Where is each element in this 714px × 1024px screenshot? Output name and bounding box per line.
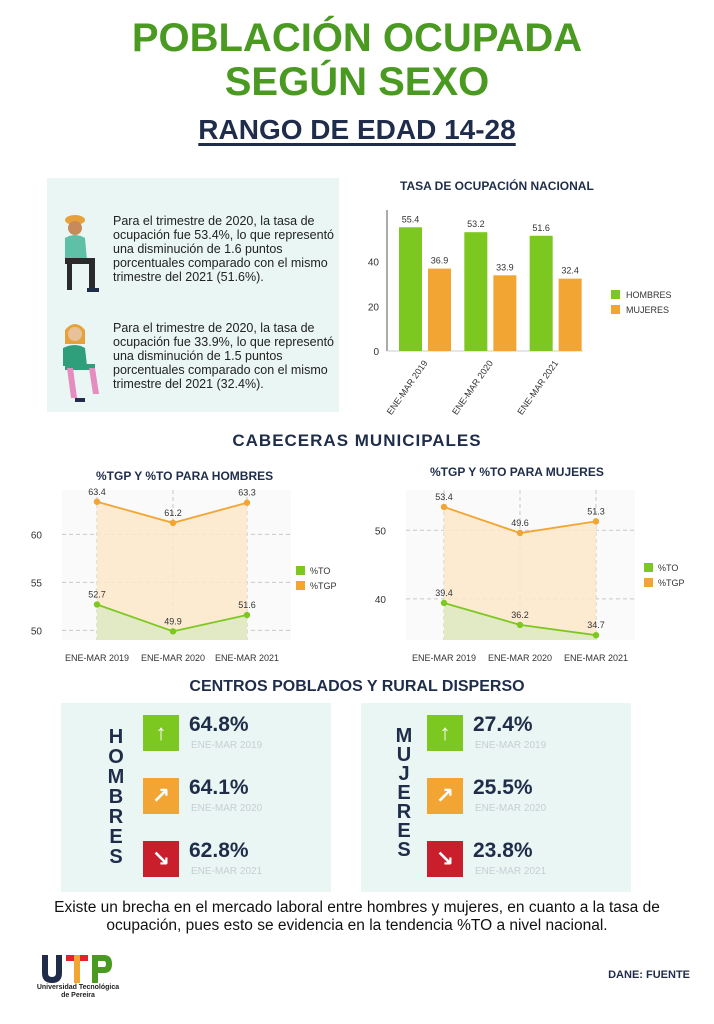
stat-period: ENE-MAR 2020 [475,803,547,814]
data-point [441,504,447,510]
vertical-letter: B [108,786,124,808]
legend-swatch [296,581,305,590]
x-tick-label: ENE-MAR 2021 [515,358,561,417]
stat-value: 64.1% [189,776,249,799]
info-box [47,178,339,412]
arrow-down-right-icon: ↘ [143,841,179,877]
legend-label: %TO [310,566,331,576]
x-tick-label: ENE-MAR 2019 [64,653,130,663]
x-tick-label: ENE-MAR 2019 [411,653,477,663]
stat-row [143,776,323,824]
bar [493,275,516,351]
section-title-cabeceras: CABECERAS MUNICIPALES [232,431,482,450]
arrow-up-right-icon: ↗ [143,778,179,814]
data-label: 49.9 [164,616,182,627]
y-tick-label: 50 [30,626,42,638]
legend-swatch [644,578,653,587]
source-text: DANE: FUENTE [608,969,690,981]
vertical-letter: M [107,766,125,788]
data-label: 63.3 [238,487,256,498]
y-tick-label: 60 [30,530,42,542]
stat-row [427,713,607,761]
arrow-down-right-icon: ↘ [427,841,463,877]
stat-row [143,839,323,887]
stat-value: 27.4% [473,713,533,736]
legend-swatch [644,563,653,572]
vertical-letter: J [398,763,410,785]
bar [559,279,582,351]
data-label: 32.4 [561,265,579,276]
legend-label: MUJERES [626,305,670,315]
vertical-label-men [101,727,131,867]
x-tick-label: ENE-MAR 2019 [384,358,430,417]
bar-chart [345,195,714,425]
data-point [517,622,523,628]
arrow-up-icon: ↑ [427,715,463,751]
subtitle-text: RANGO DE EDAD 14-28 [198,114,516,145]
data-label: 51.3 [587,506,605,517]
logo-caption: Universidad Tecnológica de Pereira [36,984,120,999]
y-tick-label: 40 [367,257,379,269]
section-title-centros: CENTROS POBLADOS Y RURAL DISPERSO [189,678,525,695]
y-tick-label: 50 [374,526,386,538]
men-chart-title: %TGP Y %TO PARA HOMBRES [96,469,274,483]
stat-value: 23.8% [473,839,533,862]
women-area-chart [360,480,710,666]
stat-row [427,776,607,824]
data-label: 51.6 [238,600,256,611]
y-tick-label: 20 [367,302,379,314]
vertical-letter: O [108,746,124,768]
stat-period: ENE-MAR 2021 [475,866,547,877]
page-subtitle [0,114,714,146]
vertical-letter: H [108,726,124,748]
y-tick-label: 55 [30,578,42,590]
woman-sitting-icon [53,320,105,404]
women-chart-title: %TGP Y %TO PARA MUJERES [430,465,604,479]
vertical-label-women [389,727,419,860]
data-label: 36.2 [511,609,529,620]
page-title-line1: POBLACIÓN OCUPADA [131,16,583,60]
stat-period: ENE-MAR 2021 [191,866,263,877]
x-tick-label: ENE-MAR 2021 [214,653,280,663]
legend-label: HOMBRES [626,290,672,300]
vertical-letter: S [397,839,411,861]
vertical-letter: E [109,826,123,848]
data-label: 61.2 [164,507,182,518]
data-label: 39.4 [435,587,453,598]
vertical-letter: M [395,725,413,747]
y-tick-label: 40 [374,594,386,606]
data-point [593,518,599,524]
data-label: 63.4 [88,486,106,497]
data-label: 36.9 [430,255,449,266]
men-area-chart [20,480,350,666]
legend-label: %TGP [310,581,337,591]
stat-row [427,839,607,887]
arrow-up-right-icon: ↗ [427,778,463,814]
y-tick-label: 0 [373,347,379,358]
stat-value: 25.5% [473,776,533,799]
legend-swatch [296,566,305,575]
data-point [94,601,100,607]
data-label: 34.7 [587,620,605,631]
conclusion-text: Existe un brecha en el mercado laboral entre hombres y mujeres, en cuanto a la tasa de ocupación, pues esto se evidencia en la tendencia %TO a nivel nacional. [54,899,660,934]
data-label: 53.2 [467,219,485,230]
legend-label: %TGP [658,578,685,588]
bar [399,227,422,351]
data-point [441,600,447,606]
data-label: 49.6 [511,518,529,529]
data-label: 51.6 [532,222,550,233]
bar-chart-title: TASA DE OCUPACIÓN NACIONAL [400,179,594,193]
data-label: 52.7 [88,589,106,600]
legend-swatch [611,290,620,299]
arrow-up-icon: ↑ [143,715,179,751]
vertical-letter: R [108,806,124,828]
rural-panel-men [61,703,331,892]
x-tick-label: ENE-MAR 2020 [140,653,206,663]
data-point [94,499,100,505]
data-label: 33.9 [496,262,514,273]
info-text-women: Para el trimestre de 2020, la tasa de ocupación fue 33.9%, lo que representó una disminución de 1.5 puntos porcentuales comparado con el mismo trimestre del 2021 (32.4%). [113,321,334,391]
stat-value: 64.8% [189,713,249,736]
stat-period: ENE-MAR 2019 [191,740,263,751]
bar [530,236,553,351]
data-label: 55.4 [401,214,420,225]
data-point [244,500,250,506]
vertical-letter: E [397,820,411,842]
data-point [244,612,250,618]
x-tick-label: ENE-MAR 2021 [563,653,629,663]
stat-period: ENE-MAR 2020 [191,803,263,814]
bar [464,232,487,351]
data-point [170,628,176,634]
legend-label: %TO [658,563,679,573]
x-tick-label: ENE-MAR 2020 [487,653,553,663]
stat-value: 62.8% [189,839,249,862]
x-tick-label: ENE-MAR 2020 [450,358,495,417]
man-sitting-icon [53,212,105,296]
vertical-letter: S [109,846,123,868]
info-text-men: Para el trimestre de 2020, la tasa de ocupación fue 53.4%, lo que representó una disminución de 1.6 puntos porcentuales comparado con el mismo trimestre del 2021 (51.6%). [113,214,334,284]
data-label: 53.4 [435,491,453,502]
data-point [593,632,599,638]
vertical-letter: R [396,801,412,823]
vertical-letter: E [397,782,411,804]
stat-row [143,713,323,761]
data-point [170,520,176,526]
stat-period: ENE-MAR 2019 [475,740,547,751]
rural-panel-women [361,703,631,892]
vertical-letter: U [396,744,412,766]
page-title-line2: SEGÚN SEXO [224,60,490,104]
legend-swatch [611,305,620,314]
bar [428,269,451,351]
data-point [517,530,523,536]
